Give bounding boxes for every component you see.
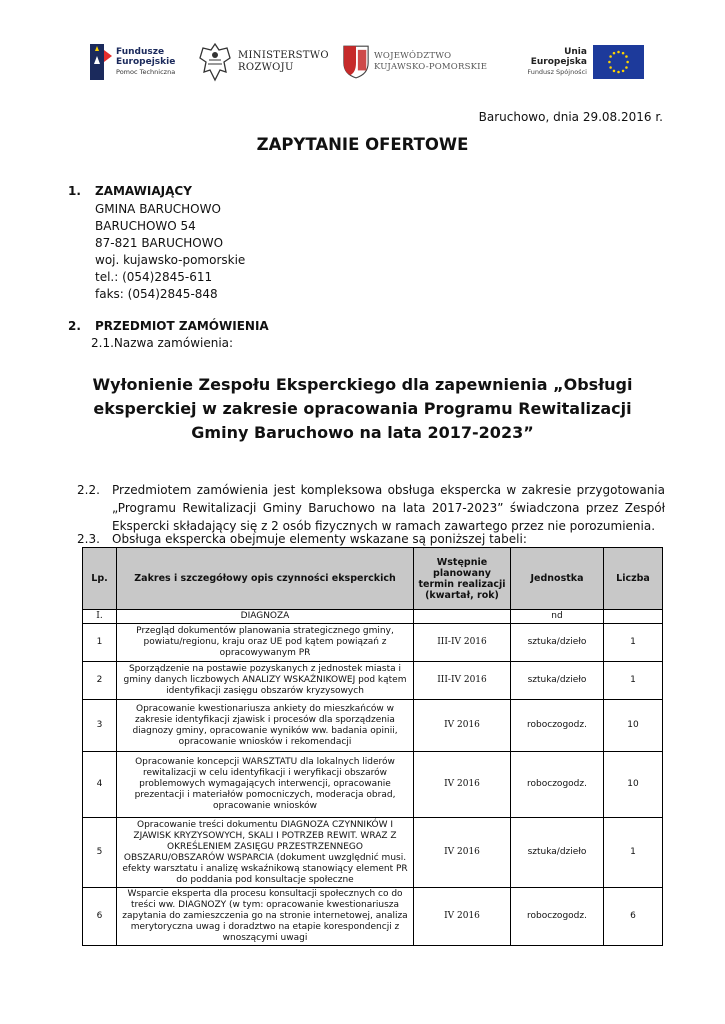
address-line: 87-821 BARUCHOWO bbox=[95, 236, 224, 250]
section-1-number: 1. bbox=[68, 184, 81, 198]
cell-scope: Opracowanie koncepcji WARSZTATU dla lokalnych liderów rewitalizacji w celu identyfikacji i weryfikacji obszarów problemowych wymagających interwencji, opracowanie prezentacji i materiałów pomocniczych, moderacja obrad, opracowanie wniosków bbox=[117, 752, 414, 818]
fe-title-2: Europejskie bbox=[116, 57, 176, 67]
ue-subtitle: Fundusz Spójności bbox=[527, 68, 587, 76]
order-name-line: Gminy Baruchowo na lata 2017-2023” bbox=[191, 423, 534, 442]
fe-subtitle: Pomoc Techniczna bbox=[116, 68, 176, 76]
address-line: GMINA BARUCHOWO bbox=[95, 202, 221, 216]
header-term: Wstępnie planowany termin realizacji (kwartał, rok) bbox=[414, 548, 511, 610]
order-name-line: Wyłonienie Zespołu Eksperckiego dla zapewnienia „Obsługi bbox=[92, 375, 633, 394]
cell-qty: 1 bbox=[604, 818, 663, 888]
paragraph-2-2-text: Przedmiotem zamówienia jest kompleksowa obsługa ekspercka w zakresie przygotowania „Programu Rewitalizacji Gminy Baruchowo na lata 2017-2023” świadczona przez Zespół Ekspercki składający się z 2 osób fizycznych w ramach zawartego przez nie porozumienia. bbox=[112, 483, 665, 533]
cell-unit: sztuka/dzieło bbox=[511, 624, 604, 662]
cell-term: III-IV 2016 bbox=[414, 662, 511, 700]
cell-lp: 1 bbox=[83, 624, 117, 662]
cell-unit: sztuka/dzieło bbox=[511, 662, 604, 700]
cell-qty bbox=[604, 610, 663, 624]
cell-lp: 5 bbox=[83, 818, 117, 888]
ministry-logo bbox=[196, 38, 329, 86]
ue-title: Unia Europejska bbox=[530, 47, 587, 67]
table-row bbox=[83, 888, 663, 946]
table-row bbox=[83, 624, 663, 662]
cell-term: IV 2016 bbox=[414, 700, 511, 752]
address-line: tel.: (054)2845-611 bbox=[95, 270, 213, 284]
paragraph-2-2 bbox=[77, 481, 665, 535]
subsection-2-1: 2.1.Nazwa zamówienia: bbox=[91, 336, 234, 350]
fe-star-icon bbox=[90, 42, 112, 82]
ministry-line-1: MINISTERSTWO bbox=[238, 50, 329, 61]
voivodeship-shield-icon bbox=[342, 44, 370, 80]
paragraph-2-2-number: 2.2. bbox=[77, 483, 100, 497]
cell-scope: Wsparcie eksperta dla procesu konsultacji społecznych co do treści ww. DIAGNOZY (w tym: opracowanie kwestionariusza zapytania do zamieszczenia go na stronie internetowej, analiza merytoryczna uwag i doradztwo na etapie korespondencji z wnoszącymi uwagi bbox=[117, 888, 414, 946]
address-line: woj. kujawsko-pomorskie bbox=[95, 253, 246, 267]
cell-term: III-IV 2016 bbox=[414, 624, 511, 662]
cell-lp: 4 bbox=[83, 752, 117, 818]
paragraph-2-3-number: 2.3. bbox=[77, 532, 100, 546]
cell-unit: roboczogodz. bbox=[511, 888, 604, 946]
order-name bbox=[60, 373, 665, 445]
cell-lp: 2 bbox=[83, 662, 117, 700]
section-1-heading bbox=[68, 184, 192, 198]
address-line: BARUCHOWO 54 bbox=[95, 219, 196, 233]
cell-term: IV 2016 bbox=[414, 752, 511, 818]
cell-scope: Opracowanie treści dokumentu DIAGNOZA CZYNNIKÓW I ZJAWISK KRYZYSOWYCH, SKALI I POTRZEB REWIT. WRAZ Z OKREŚLENIEM ZASIĘGU PRZESTRZENNEGO OBSZARU/OBSZARÓW WSPARCIA (dokument uwzględnić musi. efekty warsztatu i analizę wskaźnikową stanowiący element PR do poddania pod konsultacje społeczne bbox=[117, 818, 414, 888]
expert-services-table bbox=[82, 547, 663, 946]
logo-strip bbox=[84, 38, 644, 86]
cell-lp: 3 bbox=[83, 700, 117, 752]
header-qty: Liczba bbox=[604, 548, 663, 610]
cell-unit: roboczogodz. bbox=[511, 700, 604, 752]
voivodeship-line-2: KUJAWSKO-POMORSKIE bbox=[374, 62, 488, 72]
section-2-heading bbox=[68, 319, 269, 333]
order-name-line: eksperckiej w zakresie opracowania Programu Rewitalizacji bbox=[93, 399, 632, 418]
cell-term bbox=[414, 610, 511, 624]
ministry-line-2: ROZWOJU bbox=[238, 62, 294, 73]
cell-scope: Opracowanie kwestionariusza ankiety do mieszkańców w zakresie identyfikacji zjawisk i procesów dla sporządzenia diagnozy gminy, opracowanie wyników ww. badania opinii, opracowanie wniosków i rekomendacji bbox=[117, 700, 414, 752]
unia-europejska-logo bbox=[512, 38, 644, 86]
voivodeship-logo bbox=[342, 38, 487, 86]
cell-scope: Sporządzenie na postawie pozyskanych z jednostek miasta i gminy danych liczbowych ANALIZY WSKAŹNIKOWEJ pod kątem identyfikacji zasięgu obszarów kryzysowych bbox=[117, 662, 414, 700]
paragraph-2-3 bbox=[77, 530, 665, 548]
table-header-row bbox=[83, 548, 663, 610]
cell-term: IV 2016 bbox=[414, 888, 511, 946]
table-section-row bbox=[83, 610, 663, 624]
eu-flag-icon bbox=[593, 45, 644, 79]
cell-qty: 1 bbox=[604, 624, 663, 662]
cell-unit: sztuka/dzieło bbox=[511, 818, 604, 888]
cell-qty: 1 bbox=[604, 662, 663, 700]
cell-lp: 6 bbox=[83, 888, 117, 946]
contracting-authority-address bbox=[95, 201, 245, 303]
header-lp: Lp. bbox=[83, 548, 117, 610]
cell-scope: DIAGNOZA bbox=[117, 610, 414, 624]
cell-unit: roboczogodz. bbox=[511, 752, 604, 818]
cell-qty: 10 bbox=[604, 700, 663, 752]
header-unit: Jednostka bbox=[511, 548, 604, 610]
document-title: ZAPYTANIE OFERTOWE bbox=[256, 135, 469, 154]
cell-qty: 6 bbox=[604, 888, 663, 946]
address-line: faks: (054)2845-848 bbox=[95, 287, 218, 301]
section-2-number: 2. bbox=[68, 319, 81, 333]
voivodeship-line-1: WOJEWÓDZTWO bbox=[374, 51, 452, 61]
cell-lp: I. bbox=[83, 610, 117, 624]
cell-unit: nd bbox=[511, 610, 604, 624]
section-2-title: PRZEDMIOT ZAMÓWIENIA bbox=[95, 319, 269, 333]
table-row bbox=[83, 818, 663, 888]
header-scope: Zakres i szczegółowy opis czynności eksperckich bbox=[117, 548, 414, 610]
table-row bbox=[83, 662, 663, 700]
cell-term: IV 2016 bbox=[414, 818, 511, 888]
cell-scope: Przegląd dokumentów planowania strategicznego gminy, powiatu/regionu, kraju oraz UE pod kątem powiązań z opracowywanym PR bbox=[117, 624, 414, 662]
fe-title-1: Fundusze bbox=[116, 47, 165, 57]
document-date: Baruchowo, dnia 29.08.2016 r. bbox=[478, 110, 663, 124]
table-row bbox=[83, 700, 663, 752]
paragraph-2-3-text: Obsługa ekspercka obejmuje elementy wskazane są poniższej tabeli: bbox=[112, 532, 527, 546]
section-1-title: ZAMAWIAJĄCY bbox=[95, 184, 192, 198]
table-row bbox=[83, 752, 663, 818]
eagle-emblem-icon bbox=[196, 40, 234, 84]
fundusze-europejskie-logo bbox=[90, 38, 175, 86]
cell-qty: 10 bbox=[604, 752, 663, 818]
